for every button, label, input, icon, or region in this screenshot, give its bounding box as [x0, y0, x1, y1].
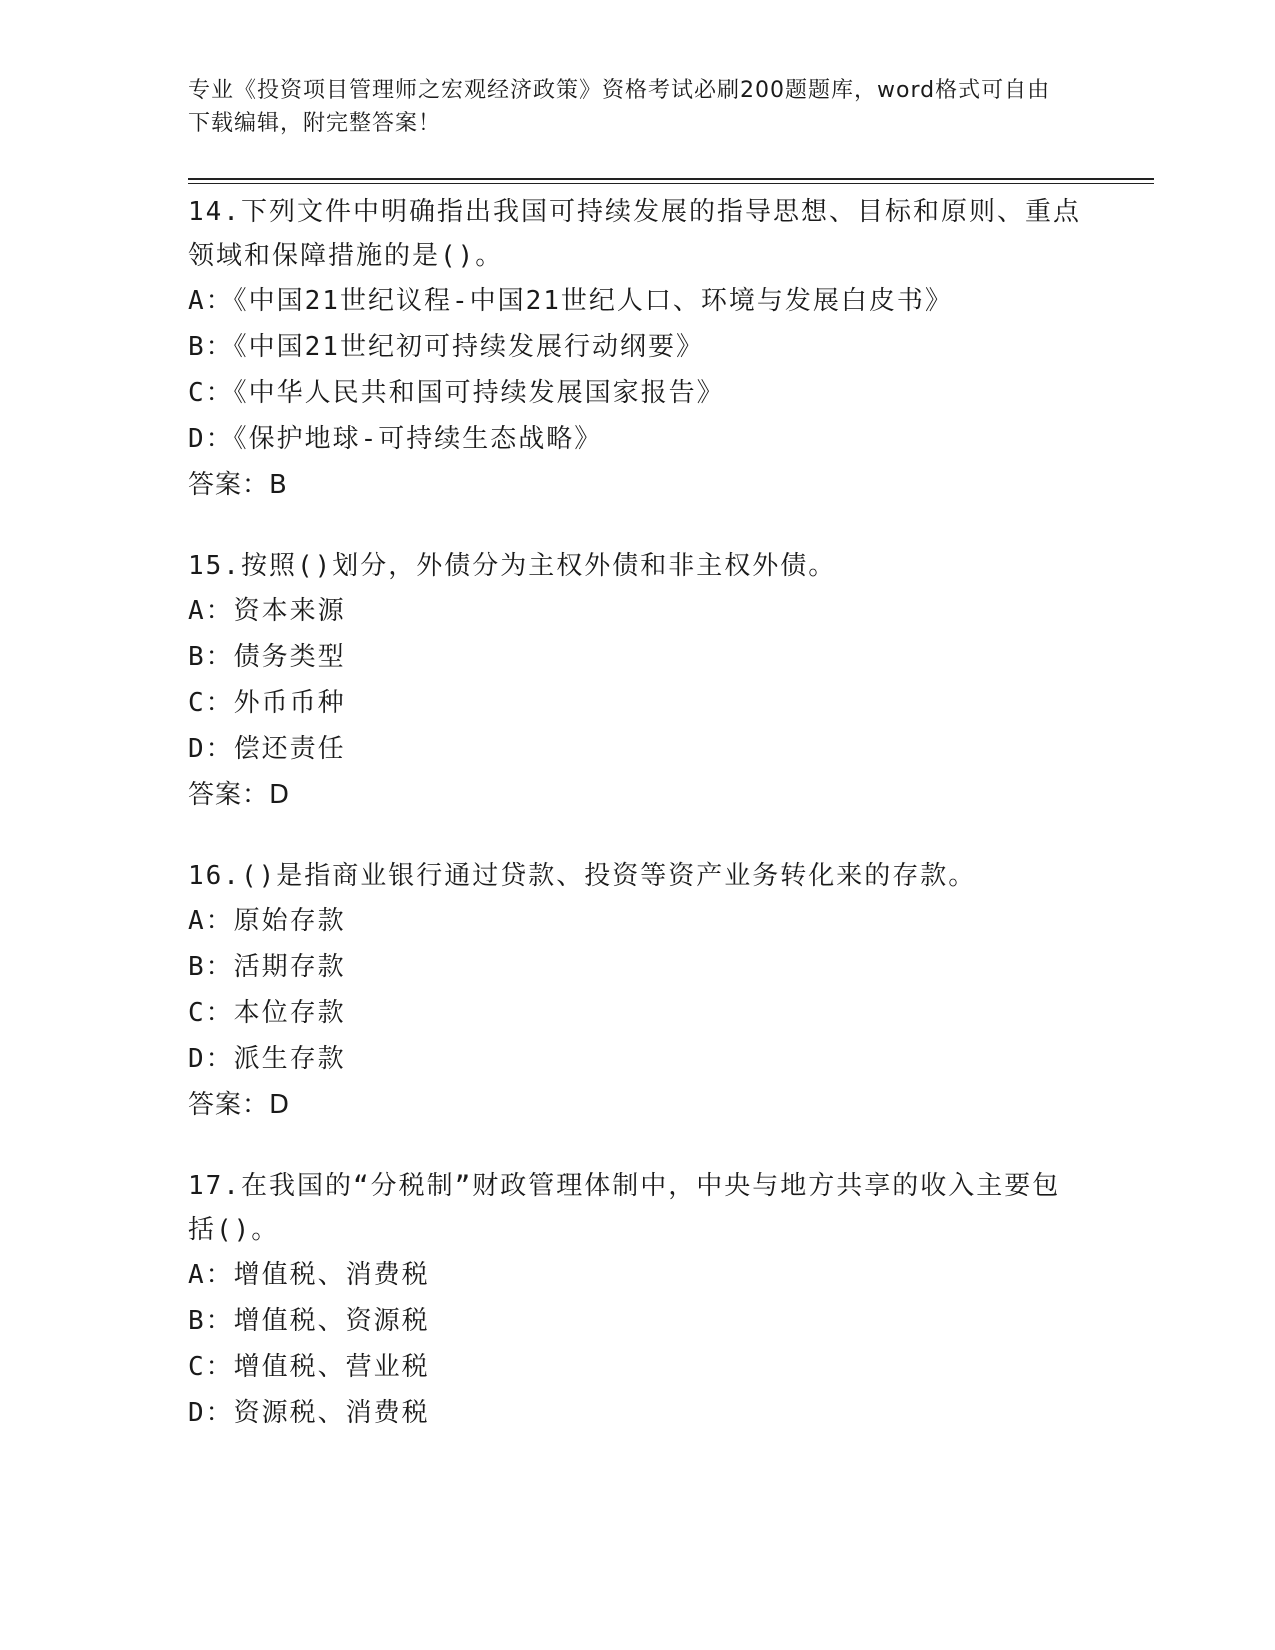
document-header: 专业《投资项目管理师之宏观经济政策》资格考试必刷200题题库，word格式可自由下载编辑，附完整答案！: [188, 78, 1051, 136]
option-c: C：外币币种: [188, 688, 346, 718]
question-17: [188, 1164, 1088, 1436]
option-d: D：派生存款: [188, 1044, 346, 1074]
option-b: B：增值税、资源税: [188, 1306, 430, 1336]
question-stem: 16.()是指商业银行通过贷款、投资等资产业务转化来的存款。: [188, 861, 977, 891]
option-c: C：《中华人民共和国可持续发展国家报告》: [188, 378, 725, 408]
question-stem: 14.下列文件中明确指出我国可持续发展的指导思想、目标和原则、重点领域和保障措施的是()。: [188, 197, 1081, 271]
option-d: D：《保护地球-可持续生态战略》: [188, 424, 603, 454]
option-b: B：债务类型: [188, 642, 346, 672]
question-stem: 17.在我国的“分税制”财政管理体制中，中央与地方共享的收入主要包括()。: [188, 1171, 1061, 1245]
option-d: D：资源税、消费税: [188, 1398, 430, 1428]
option-c: C：增值税、营业税: [188, 1352, 430, 1382]
answer: 答案：D: [188, 780, 291, 810]
option-a: A：《中国21世纪议程-中国21世纪人口、环境与发展白皮书》: [188, 286, 953, 316]
option-a: A：资本来源: [188, 596, 346, 626]
question-list: [188, 190, 1088, 1436]
option-d: D：偿还责任: [188, 734, 346, 764]
answer: 答案：D: [188, 1090, 291, 1120]
header-divider-thick: [188, 178, 1154, 180]
question-14: [188, 190, 1088, 508]
option-c: C：本位存款: [188, 998, 346, 1028]
option-a: A：原始存款: [188, 906, 346, 936]
question-16: [188, 854, 1088, 1128]
option-b: B：活期存款: [188, 952, 346, 982]
header-divider-thin: [188, 183, 1154, 184]
option-a: A：增值税、消费税: [188, 1260, 430, 1290]
answer: 答案：B: [188, 470, 288, 500]
option-b: B：《中国21世纪初可持续发展行动纲要》: [188, 332, 704, 362]
question-stem: 15.按照()划分，外债分为主权外债和非主权外债。: [188, 551, 837, 581]
question-15: [188, 544, 1088, 818]
